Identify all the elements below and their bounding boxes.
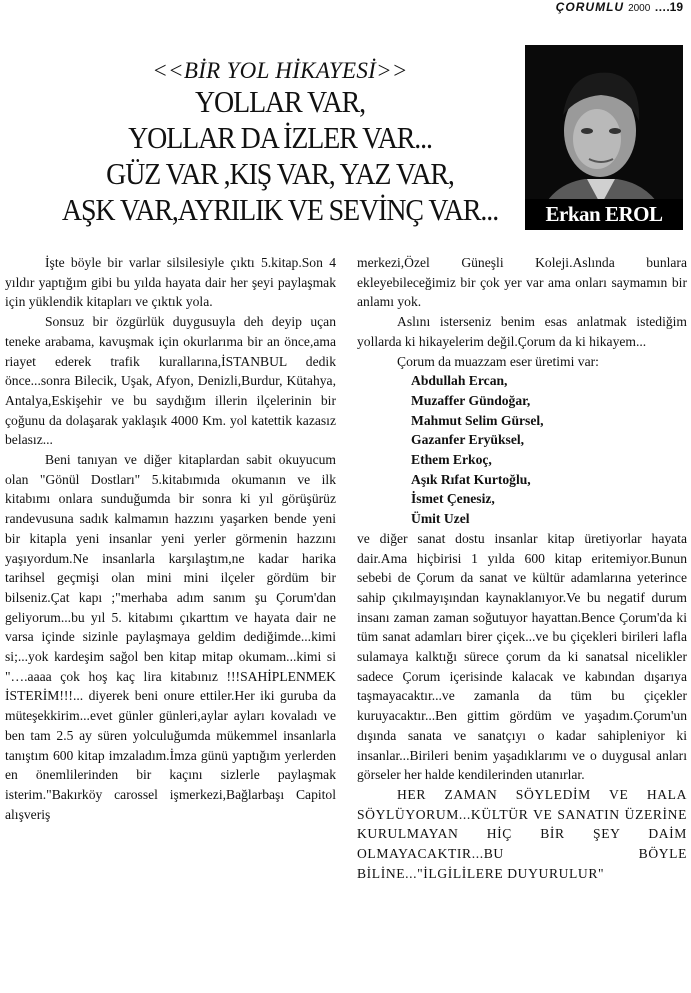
- paragraph: merkezi,Özel Güneşli Koleji.Aslında bunlara ekleyebileceğimiz bir çok yer var ama onları saymamın bir anlamı yok.: [357, 255, 687, 310]
- right-column-top: [357, 253, 687, 371]
- paragraph: HER ZAMAN SÖYLEDİM VE HALA SÖYLÜYORUM...KÜLTÜR VE SANATIN ÜZERİNE KURULMAYAN HİÇ BİR ŞEY DAİM OLMAYACAKTIR...BU BÖYLE BİLİNE..."İLGİLİLERE DUYURULUR": [357, 786, 687, 881]
- author-name: Abdullah Ercan,: [411, 373, 508, 389]
- right-column-bottom: [357, 529, 687, 884]
- paragraph: Sonsuz bir özgürlük duygusuyla deh deyip uçan teneke arabama, kavuşmak için okurlarıma bir an önce,ama riayet ederek trafik kurallarına,İSTANBUL dedik önce...sonra Bilecik, Uşak, Afyon, Denizli,Burdur, Kütahya, Antalya,Eskişehir ve bu saydığım illerin ilçelerinin bir çoğunu da dolaşarak yaklaşık 4000 Km. yol katettik kazasız belasız...: [5, 314, 336, 448]
- article-kicker: <<BİR YOL HİKAYESİ>>: [152, 58, 408, 83]
- author-name: Aşık Rıfat Kurtoğlu,: [411, 471, 531, 487]
- author-name: Gazanfer Eryüksel,: [411, 432, 525, 448]
- paragraph: ve diğer sanat dostu insanlar kitap üretiyorlar hayata dair.Ama hiçbirisi 1 yılda 600 kitap eritemiyor.Bunun sebebi de Çorum da sanat ve kültür adamlarına yeterince sahip çıkılmayışından kaynaklanıyor.Ve bu negatif durum insanı zaman zaman soğutuyor hayattan.Bence Çorum'da ki tüm sanat adamları birer çiçek...ve bu çiçekleri birileri lafla sulamaya kalktığı sürece çorum da ki sanatsal nicelikler sadece Çorum içerisinde kalacak ve kabından dışarıya taşmayacaktır...ve zamanla da tüm bu çiçekler kuruyacaktır...Ben gittim gördüm ve yaşadım.Çorum'un dışında sanata ve sanatçıyı o kadar sahipleniyor ki insanlar...Birileri benim yaşadıklarımı ve o duygusal anları görseler her halde kendilerinden utanırlar.: [357, 530, 687, 783]
- paragraph: Aslını isterseniz benim esas anlatmak istediğim yollarda ki hikayelerim değil.Çorum da ki hikayem...: [357, 314, 687, 349]
- paragraph: İşte böyle bir varlar silsilesiyle çıktı 5.kitap.Son 4 yıldır yaptığım gibi bu yılda hayata dair her şeyi paylaşmak için yüklendik kitapları ve çıktık yola.: [5, 255, 336, 310]
- left-column: [5, 253, 336, 824]
- headline-line: YOLLAR DA İZLER VAR...: [128, 120, 432, 155]
- issue-year: 2000: [628, 3, 651, 14]
- page-number: ….19: [654, 0, 683, 14]
- headline-line: GÜZ VAR ,KIŞ VAR, YAZ VAR,: [106, 156, 454, 191]
- paragraph: Beni tanıyan ve diğer kitaplardan sabit okuyucum olan "Gönül Dostları" 5.kitabımıda okumanın ve ilk kitabımı onlara sunduğumda bir sonra ki yıl görüşürüz randevusuna sadık kalmamın hazzını yaşarken bende yeni bir kitapla yeni insanlar yeni yerler görmenin hazzını yaşıyordum.Ne insanlarla karşılaştım,ne kadar harika tarihsel geçmişi olan mini mini ilçeler gördüm bir bilseniz.Çat kapı ;"merhaba adım sanım şu Çorum'dan geliyorum...bu yıl 5. kitabımı çıkarttım ve hayata dair ne varsa içinde sizinle paylaşmaya geldim dediğimde...kimi si;...yok kardeşim sağol ben kitap mitap okumam...kimi si "….aaaa çok hoş kaç lira kitabınız !!!SAHİPLENMEK İSTERİM!!!... diyerek beni onure ettiler.Her iki guruba da müteşekkirim...evet günler günleri,aylar ayları kovaladı ve ben tam 2.5 ay süren yolculuğumda mükemmel insanlarla tanıştım 600 kitap imzaladım.İmza günü yaptığım yerlerden en önemlilerinden bir kaçını sizlerle paylaşmak isterim."Bakırköy carossel işmerkezi,Bağlarbaşı Capitol alışveriş: [5, 452, 336, 822]
- author-names-list: [411, 371, 687, 529]
- author-name: Mahmut Selim Gürsel,: [411, 412, 544, 428]
- headline-line: YOLLAR VAR,: [194, 84, 366, 119]
- headline-line: AŞK VAR,AYRILIK VE SEVİNÇ VAR...: [61, 192, 499, 227]
- author-name: İsmet Çenesiz,: [411, 491, 495, 507]
- magazine-name: ÇORUMLU: [555, 0, 625, 14]
- author-name-caption: Erkan EROL: [525, 199, 683, 230]
- right-column: [357, 253, 687, 884]
- author-name: Ethem Erkoç,: [411, 452, 492, 468]
- paragraph: Çorum da muazzam eser üretimi var:: [397, 353, 599, 369]
- article-headline: [28, 84, 532, 228]
- author-name: Ümit Uzel: [411, 511, 470, 527]
- author-name: Muzaffer Gündoğar,: [411, 392, 531, 408]
- running-header: [556, 0, 683, 14]
